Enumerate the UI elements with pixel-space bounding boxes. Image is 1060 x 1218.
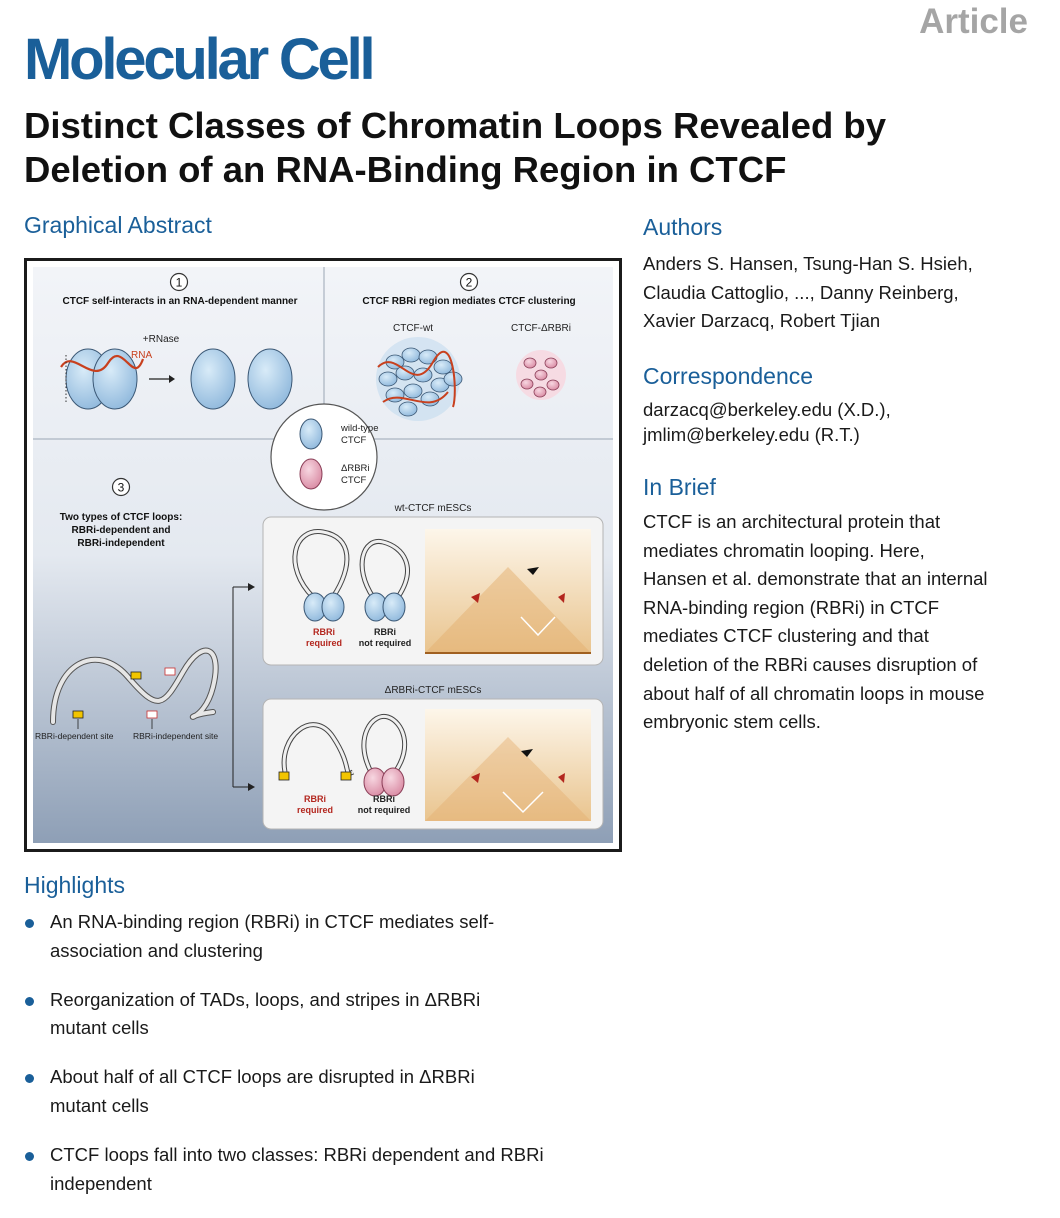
- highlight-item: [24, 1063, 664, 1121]
- in-brief-line: Hansen et al. demonstrate that an internal: [643, 568, 988, 590]
- mut-not-required-line1: RBRi: [373, 794, 395, 804]
- authors-line: Claudia Cattoglio, ..., Danny Reinberg,: [643, 281, 959, 303]
- rna-label: RNA: [131, 350, 153, 361]
- highlights-list: [24, 908, 664, 1218]
- in-brief-line: deletion of the RBRi causes disruption of: [643, 653, 978, 675]
- panel-3-number: 3: [117, 480, 125, 495]
- highlight-item: [24, 908, 664, 966]
- highlight-line: CTCF loops fall into two classes: RBRi dependent and RBRi: [50, 1143, 544, 1165]
- authors-line: Xavier Darzacq, Robert Tjian: [643, 310, 881, 332]
- wt-not-required-line1: RBRi: [374, 627, 396, 637]
- correspondence-list: [643, 398, 891, 447]
- panel-1-caption: CTCF self-interacts in an RNA-dependent manner: [62, 296, 298, 307]
- highlight-line: mutant cells: [50, 1094, 149, 1116]
- branch-arrows: [233, 583, 255, 791]
- in-brief-line: mediates chromatin looping. Here,: [643, 539, 925, 561]
- protein-legend: [271, 404, 377, 510]
- panel-1-number: 1: [175, 275, 183, 290]
- rnase-arrow: [149, 375, 175, 383]
- correspondence-email[interactable]: jmlim@berkeley.edu (R.T.): [643, 423, 860, 445]
- authors-heading: Authors: [643, 214, 723, 240]
- panel-3-caption-line3: RBRi-independent: [77, 538, 165, 549]
- mut-required-line1: RBRi: [304, 794, 326, 804]
- ctcf-wt-label: CTCF-wt: [393, 323, 433, 334]
- in-brief-text: [643, 508, 988, 737]
- legend-wt-line2: CTCF: [341, 435, 367, 446]
- in-brief-line: about half of all chromatin loops in mouse: [643, 682, 985, 704]
- bullet-icon: [25, 1074, 34, 1083]
- rnase-label: +RNase: [142, 334, 180, 345]
- mut-box-title: ΔRBRi-CTCF mESCs: [384, 685, 482, 696]
- wt-not-required-line2: not required: [358, 638, 412, 648]
- ctcf-monomer-1: [191, 349, 235, 409]
- mut-not-required-line2: not required: [357, 805, 411, 815]
- site-independent-label: RBRi-independent site: [133, 731, 219, 741]
- correspondence-heading: Correspondence: [643, 363, 814, 389]
- ctcf-mut-label: CTCF-ΔRBRi: [510, 323, 572, 334]
- legend-mut-line1: ΔRBRi: [341, 463, 370, 474]
- highlight-line: mutant cells: [50, 1017, 149, 1039]
- highlight-line: independent: [50, 1172, 152, 1194]
- highlight-line: Reorganization of TADs, loops, and stripes in ΔRBRi: [50, 988, 481, 1010]
- correspondence-email[interactable]: darzacq@berkeley.edu (X.D.),: [643, 399, 891, 420]
- highlight-line: An RNA-binding region (RBRi) in CTCF mediates self-: [50, 911, 495, 932]
- highlight-item: [24, 1141, 664, 1199]
- authors-line: Anders S. Hansen, Tsung-Han S. Hsieh,: [643, 253, 973, 274]
- in-brief-line: mediates CTCF clustering and that: [643, 625, 929, 647]
- mut-hic-map: [425, 709, 591, 821]
- authors-list: [643, 250, 973, 336]
- bullet-icon: [25, 1152, 34, 1161]
- wt-hic-map: [425, 529, 591, 653]
- panel-2-number: 2: [465, 275, 473, 290]
- ctcf-mut-cluster: [516, 350, 566, 400]
- legend-mut-line2: CTCF: [341, 475, 367, 486]
- graphical-abstract-figure: [33, 267, 613, 843]
- graphical-abstract-heading: Graphical Abstract: [24, 212, 212, 238]
- in-brief-line: embryonic stem cells.: [643, 711, 821, 733]
- mut-required-line2: required: [296, 805, 334, 815]
- panel-2-caption: CTCF RBRi region mediates CTCF clustering: [362, 296, 576, 307]
- ctcf-wt-cluster: [376, 337, 462, 421]
- in-brief-line: CTCF is an architectural protein that: [643, 511, 941, 532]
- bullet-icon: [25, 997, 34, 1006]
- wt-required-line1: RBRi: [313, 627, 335, 637]
- in-brief-heading: In Brief: [643, 474, 716, 500]
- graphical-abstract: [24, 258, 622, 852]
- wt-required-line2: required: [305, 638, 343, 648]
- highlight-item: [24, 986, 664, 1044]
- ctcf-monomer-2: [248, 349, 292, 409]
- bullet-icon: [25, 919, 34, 928]
- site-dependent-label: RBRi-dependent site: [35, 731, 114, 741]
- panel-3-caption-line2: RBRi-dependent and: [71, 525, 171, 536]
- highlights-heading: Highlights: [24, 872, 125, 898]
- panel-3-caption-line1: Two types of CTCF loops:: [59, 512, 183, 523]
- chromatin-fiber: [53, 651, 216, 729]
- highlight-line: association and clustering: [50, 939, 263, 961]
- journal-name: Molecular Cell: [24, 27, 373, 92]
- legend-wt-line1: wild-type: [341, 423, 379, 434]
- article-title: Distinct Classes of Chromatin Loops Revealed by Deletion of an RNA-Binding Region in CTCF: [24, 105, 887, 190]
- highlight-line: About half of all CTCF loops are disrupted in ΔRBRi: [50, 1066, 475, 1088]
- article-type-label: Article: [919, 2, 1028, 41]
- in-brief-line: RNA-binding region (RBRi) in CTCF: [643, 596, 940, 618]
- wt-box-title: wt-CTCF mESCs: [394, 503, 472, 514]
